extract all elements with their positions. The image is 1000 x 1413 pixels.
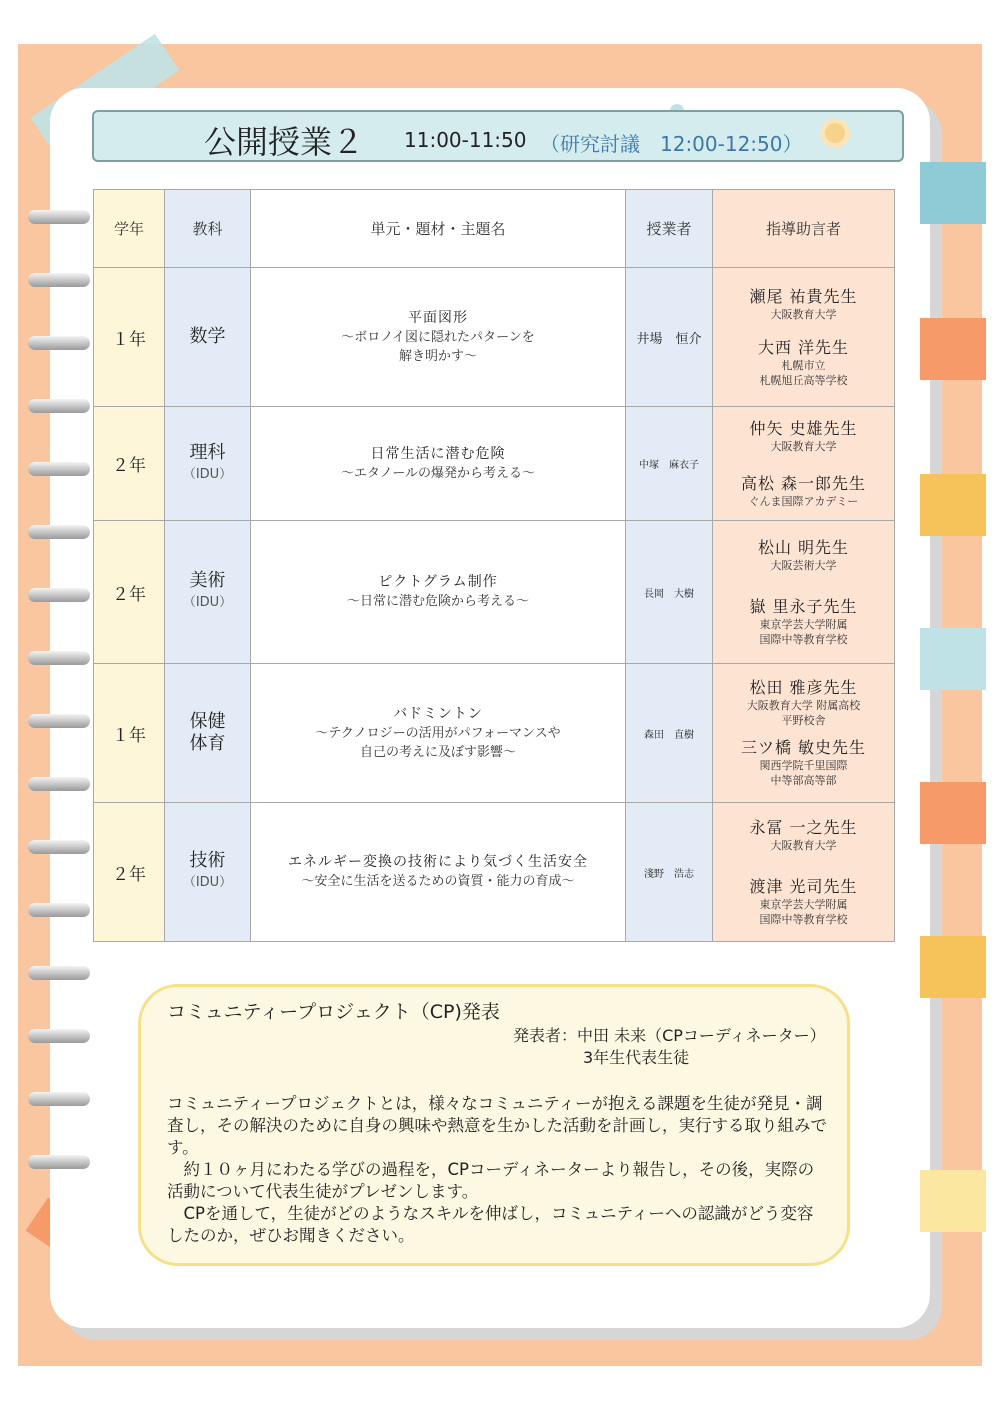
advisor-affiliation: 札幌旭丘高等学校 — [759, 373, 848, 387]
table-row — [94, 521, 895, 664]
subject-note: （IDU） — [182, 595, 233, 610]
unit-subtitle: ～ボロノイ図に隠れたパターンを — [341, 329, 535, 345]
binder-ring-icon — [28, 588, 90, 602]
advisor-name: 仲矢 史雄先生 — [749, 418, 858, 438]
cp-paragraph: CPを通して，生徒がどのようなスキルを伸ばし，コミュニティーへの認識がどう変容したのか，ぜひお聞きください。 — [167, 1204, 814, 1245]
cp-description — [167, 1093, 827, 1247]
advisor-affiliation: 中等部高等部 — [770, 774, 837, 787]
subject-cell — [165, 664, 251, 803]
title-banner — [92, 110, 904, 162]
cp-paragraph: 約１０ヶ月にわたる学びの過程を，CPコーディネーターより報告し，その後，実際の活動について代表生徒がプレゼンします。 — [167, 1160, 815, 1201]
advisor-cell — [713, 521, 895, 664]
binder-ring-icon — [28, 336, 90, 350]
subject-cell — [165, 803, 251, 942]
subject-note: （IDU） — [182, 875, 233, 890]
binder-ring-icon — [28, 651, 90, 665]
table-row — [94, 803, 895, 942]
advisor-affiliation: 大阪芸術大学 — [770, 558, 837, 572]
grade-cell: ２年 — [94, 407, 165, 521]
table-row — [94, 664, 895, 803]
advisor-name: 松山 明先生 — [757, 537, 850, 557]
unit-cell — [251, 521, 626, 664]
binder-ring-icon — [28, 840, 90, 854]
grade-cell: １年 — [94, 268, 165, 407]
subject-label: 数学 — [189, 326, 226, 347]
subject-label: 保健 — [189, 711, 226, 732]
advisor-affiliation: 国際中等教育学校 — [759, 632, 848, 646]
subject-label: 美術 — [189, 570, 226, 591]
schedule-table — [93, 189, 895, 942]
table-header-row — [94, 190, 895, 268]
unit-subtitle: 解き明かす～ — [398, 348, 477, 364]
binder-ring-icon — [28, 1029, 90, 1043]
cp-presenter-line: 3年生代表生徒 — [583, 1048, 690, 1067]
advisor-cell — [713, 268, 895, 407]
cp-title: コミュニティープロジェクト（CP)発表 — [167, 1001, 500, 1023]
header-unit: 単元・題材・主題名 — [251, 190, 626, 268]
index-tab — [920, 162, 986, 224]
teacher-cell: 淺野 浩志 — [626, 803, 713, 942]
index-tab — [920, 474, 986, 536]
advisor-affiliation: 大阪教育大学 附属高校 — [746, 699, 861, 712]
advisor-affiliation: 国際中等教育学校 — [759, 912, 848, 926]
binder-ring-icon — [28, 273, 90, 287]
advisor-name: 松田 雅彦先生 — [749, 678, 858, 697]
header-subject: 教科 — [165, 190, 251, 268]
header-grade: 学年 — [94, 190, 165, 268]
advisor-affiliation: 平野校舎 — [781, 714, 826, 727]
binder-ring-icon — [28, 966, 90, 980]
index-tab — [920, 936, 986, 998]
advisor-affiliation: 東京学芸大学附属 — [759, 617, 848, 631]
cp-paragraph: コミュニティープロジェクトとは，様々なコミュニティーが抱える課題を生徒が発見・調査し，その解決のために自身の興味や熱意を生かした活動を計画し，実行する取り組みです。 — [167, 1094, 827, 1157]
binder-ring-icon — [28, 903, 90, 917]
binder-ring-icon — [28, 462, 90, 476]
table-row — [94, 407, 895, 521]
advisor-name: 大西 洋先生 — [757, 337, 850, 357]
grade-cell: ２年 — [94, 803, 165, 942]
index-tab — [920, 1170, 986, 1232]
index-tab — [920, 318, 986, 380]
subject-cell — [165, 407, 251, 521]
advisor-affiliation: 札幌市立 — [781, 358, 826, 372]
subject-label: 理科 — [189, 441, 226, 463]
unit-subtitle: ～安全に生活を送るための資質・能力の育成～ — [301, 874, 575, 889]
subject-cell — [165, 268, 251, 407]
binder-ring-icon — [28, 777, 90, 791]
subject-cell — [165, 521, 251, 664]
binder-ring-icon — [28, 714, 90, 728]
cp-info-box — [138, 984, 850, 1266]
discussion-time: （研究討議 12:00-12:50） — [540, 132, 803, 156]
header-advisor: 指導助言者 — [713, 190, 895, 268]
teacher-cell: 中塚 麻衣子 — [626, 407, 713, 521]
unit-title: エネルギー変換の技術により気づく生活安全 — [288, 854, 588, 870]
page-title: 公開授業２ — [204, 123, 365, 161]
subject-label: 体育 — [189, 733, 226, 754]
unit-title: ピクトグラム制作 — [378, 574, 498, 590]
advisor-cell — [713, 803, 895, 942]
unit-title: バドミントン — [393, 705, 483, 722]
unit-cell — [251, 803, 626, 942]
teacher-cell: 井場 恒介 — [626, 268, 713, 407]
cp-presenter-line: 発表者：中田 未来（CPコーディネーター） — [513, 1026, 826, 1045]
advisor-affiliation: 大阪教育大学 — [770, 439, 837, 453]
unit-cell — [251, 268, 626, 407]
subject-label: 技術 — [189, 850, 226, 871]
advisor-affiliation: 関西学院千里国際 — [759, 759, 848, 772]
grade-cell: ２年 — [94, 521, 165, 664]
binder-ring-icon — [28, 1092, 90, 1106]
unit-title: 平面図形 — [408, 309, 468, 326]
header-teacher: 授業者 — [626, 190, 713, 268]
advisor-affiliation: 大阪教育大学 — [770, 838, 837, 852]
binder-ring-icon — [28, 210, 90, 224]
advisor-name: 瀬尾 祐貴先生 — [749, 286, 858, 306]
index-tab — [920, 782, 986, 844]
unit-subtitle: 自己の考えに及ぼす影響～ — [359, 744, 516, 760]
index-tab — [920, 628, 986, 690]
advisor-name: 渡津 光司先生 — [749, 876, 858, 896]
unit-subtitle: ～テクノロジーの活用がパフォーマンスや — [315, 725, 561, 741]
lesson-time: 11:00-11:50 — [404, 128, 527, 152]
advisor-name: 嶽 里永子先生 — [749, 596, 858, 616]
subject-note: （IDU） — [182, 466, 233, 482]
unit-cell — [251, 407, 626, 521]
advisor-affiliation: ぐんま国際アカデミー — [748, 494, 859, 508]
binder-ring-icon — [28, 525, 90, 539]
unit-subtitle: ～エタノールの爆発から考える～ — [341, 465, 535, 481]
advisor-cell — [713, 407, 895, 521]
unit-subtitle: ～日常に潜む危険から考える～ — [346, 594, 529, 609]
unit-title: 日常生活に潜む危険 — [370, 445, 506, 462]
advisor-cell — [713, 664, 895, 803]
sun-decoration-icon — [812, 110, 858, 156]
table-row — [94, 268, 895, 407]
advisor-name: 高松 森一郎先生 — [740, 473, 867, 493]
advisor-name: 永冨 一之先生 — [749, 817, 858, 837]
advisor-affiliation: 東京学芸大学附属 — [759, 897, 848, 911]
advisor-name: 三ツ橋 敏史先生 — [740, 738, 867, 757]
unit-cell — [251, 664, 626, 803]
binder-ring-icon — [28, 399, 90, 413]
binder-ring-icon — [28, 1155, 90, 1169]
teacher-cell: 森田 直樹 — [626, 664, 713, 803]
advisor-affiliation: 大阪教育大学 — [770, 307, 837, 321]
grade-cell: １年 — [94, 664, 165, 803]
cp-presenter — [513, 1025, 826, 1069]
teacher-cell: 長岡 大樹 — [626, 521, 713, 664]
